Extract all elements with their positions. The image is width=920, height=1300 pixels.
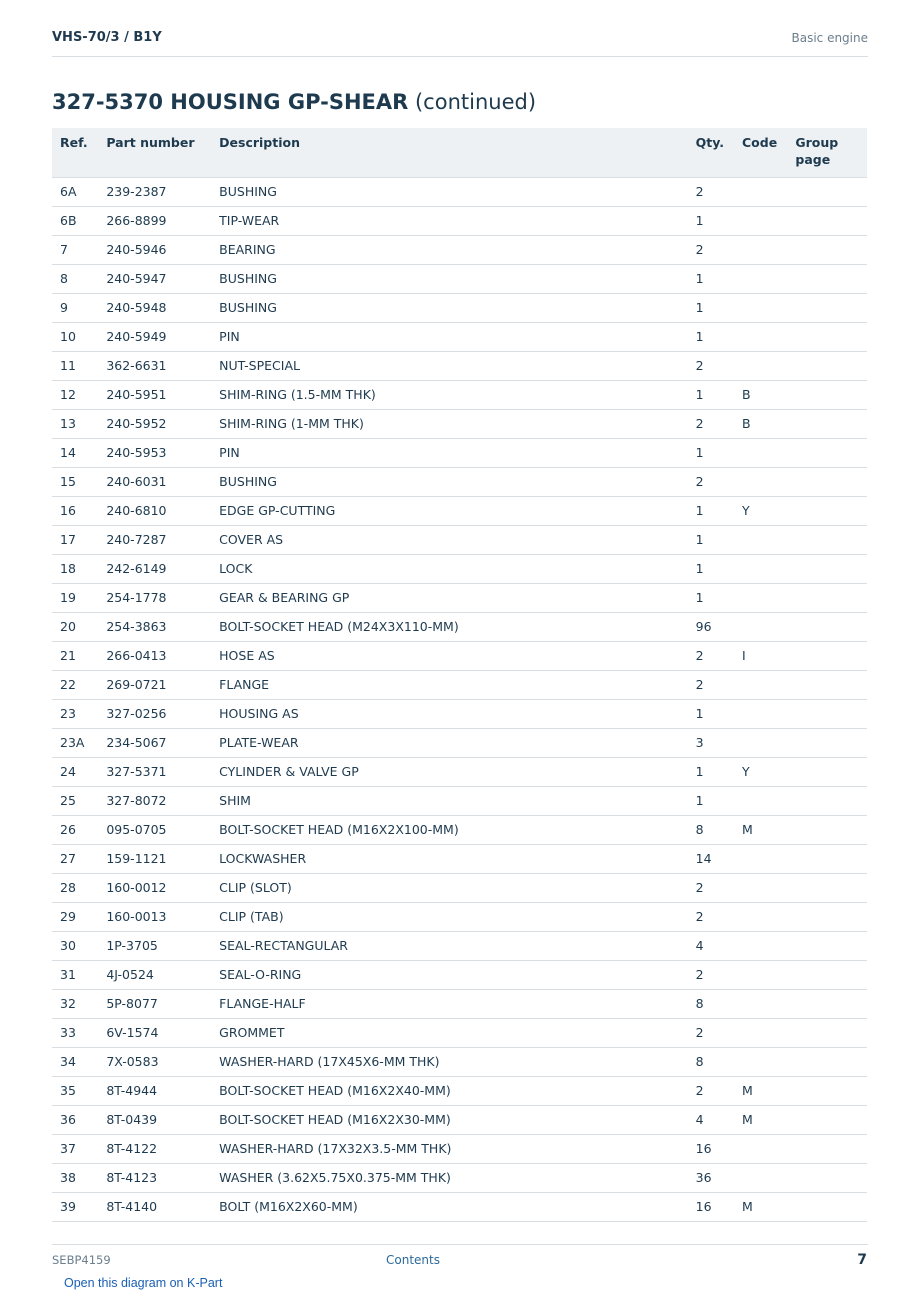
cell-code <box>734 989 787 1018</box>
cell-part-number: 266-8899 <box>98 206 211 235</box>
cell-ref: 9 <box>52 293 98 322</box>
cell-description: FLANGE <box>211 670 688 699</box>
cell-ref: 33 <box>52 1018 98 1047</box>
cell-part-number: 327-8072 <box>98 786 211 815</box>
table-row <box>52 844 867 873</box>
cell-description: PIN <box>211 322 688 351</box>
cell-qty: 2 <box>688 467 734 496</box>
table-row <box>52 1163 867 1192</box>
cell-description: CLIP (TAB) <box>211 902 688 931</box>
table-row <box>52 815 867 844</box>
cell-part-number: 242-6149 <box>98 554 211 583</box>
cell-group-page <box>787 235 867 264</box>
cell-description: WASHER-HARD (17X32X3.5-MM THK) <box>211 1134 688 1163</box>
cell-description: WASHER-HARD (17X45X6-MM THK) <box>211 1047 688 1076</box>
table-row <box>52 293 867 322</box>
cell-group-page <box>787 177 867 206</box>
cell-qty: 1 <box>688 757 734 786</box>
cell-group-page <box>787 1134 867 1163</box>
cell-ref: 6A <box>52 177 98 206</box>
cell-code <box>734 1163 787 1192</box>
cell-qty: 2 <box>688 960 734 989</box>
table-row <box>52 641 867 670</box>
cell-code <box>734 264 787 293</box>
cell-qty: 1 <box>688 206 734 235</box>
cell-part-number: 240-5953 <box>98 438 211 467</box>
cell-part-number: 160-0012 <box>98 873 211 902</box>
cell-group-page <box>787 641 867 670</box>
parts-table <box>52 128 867 1222</box>
cell-qty: 1 <box>688 525 734 554</box>
cell-ref: 27 <box>52 844 98 873</box>
col-header-ref: Ref. <box>52 128 98 177</box>
cell-description: BUSHING <box>211 293 688 322</box>
cell-code <box>734 554 787 583</box>
cell-part-number: 240-5947 <box>98 264 211 293</box>
footer-divider <box>52 1244 868 1245</box>
cell-description: SHIM-RING (1.5-MM THK) <box>211 380 688 409</box>
cell-part-number: 5P-8077 <box>98 989 211 1018</box>
cell-part-number: 1P-3705 <box>98 931 211 960</box>
cell-code <box>734 583 787 612</box>
table-row <box>52 612 867 641</box>
cell-group-page <box>787 438 867 467</box>
cell-code: Y <box>734 757 787 786</box>
cell-description: SHIM <box>211 786 688 815</box>
cell-group-page <box>787 873 867 902</box>
cell-group-page <box>787 612 867 641</box>
table-row <box>52 1134 867 1163</box>
cell-part-number: 327-5371 <box>98 757 211 786</box>
cell-qty: 96 <box>688 612 734 641</box>
col-header-qty: Qty. <box>688 128 734 177</box>
cell-description: SHIM-RING (1-MM THK) <box>211 409 688 438</box>
col-header-description: Description <box>211 128 688 177</box>
cell-group-page <box>787 322 867 351</box>
cell-ref: 22 <box>52 670 98 699</box>
table-row <box>52 583 867 612</box>
cell-group-page <box>787 206 867 235</box>
cell-group-page <box>787 844 867 873</box>
cell-qty: 2 <box>688 409 734 438</box>
cell-ref: 36 <box>52 1105 98 1134</box>
cell-code <box>734 206 787 235</box>
cell-ref: 25 <box>52 786 98 815</box>
cell-group-page <box>787 931 867 960</box>
cell-ref: 30 <box>52 931 98 960</box>
cell-code <box>734 351 787 380</box>
cell-ref: 39 <box>52 1192 98 1221</box>
cell-group-page <box>787 1076 867 1105</box>
cell-code <box>734 235 787 264</box>
title-main: 327-5370 HOUSING GP-SHEAR <box>52 90 409 114</box>
cell-group-page <box>787 525 867 554</box>
cell-description: HOUSING AS <box>211 699 688 728</box>
title-suffix: (continued) <box>414 90 537 114</box>
cell-code <box>734 786 787 815</box>
cell-qty: 8 <box>688 815 734 844</box>
cell-ref: 19 <box>52 583 98 612</box>
table-row <box>52 1076 867 1105</box>
cell-code <box>734 902 787 931</box>
cell-code <box>734 931 787 960</box>
cell-qty: 2 <box>688 177 734 206</box>
cell-group-page <box>787 815 867 844</box>
cell-ref: 35 <box>52 1076 98 1105</box>
cell-group-page <box>787 1163 867 1192</box>
cell-description: CYLINDER & VALVE GP <box>211 757 688 786</box>
cell-qty: 1 <box>688 264 734 293</box>
cell-qty: 3 <box>688 728 734 757</box>
cell-ref: 15 <box>52 467 98 496</box>
cell-group-page <box>787 786 867 815</box>
section-label: Basic engine <box>791 31 868 45</box>
cell-description: GROMMET <box>211 1018 688 1047</box>
cell-qty: 2 <box>688 641 734 670</box>
table-row <box>52 699 867 728</box>
table-row <box>52 902 867 931</box>
cell-code: B <box>734 409 787 438</box>
cell-group-page <box>787 496 867 525</box>
cell-code <box>734 1018 787 1047</box>
cell-qty: 1 <box>688 322 734 351</box>
cell-part-number: 269-0721 <box>98 670 211 699</box>
table-row <box>52 786 867 815</box>
cell-qty: 36 <box>688 1163 734 1192</box>
cell-description: BUSHING <box>211 177 688 206</box>
table-row <box>52 960 867 989</box>
page-title <box>52 90 536 114</box>
cell-description: NUT-SPECIAL <box>211 351 688 380</box>
table-row <box>52 554 867 583</box>
cell-code <box>734 699 787 728</box>
cell-code: Y <box>734 496 787 525</box>
cell-description: PLATE-WEAR <box>211 728 688 757</box>
cell-qty: 8 <box>688 989 734 1018</box>
cell-code <box>734 612 787 641</box>
cell-qty: 1 <box>688 554 734 583</box>
table-row <box>52 177 867 206</box>
cell-group-page <box>787 960 867 989</box>
table-row <box>52 322 867 351</box>
table-header-row <box>52 128 867 177</box>
col-header-group-page: Group page <box>787 128 867 177</box>
cell-description: BOLT-SOCKET HEAD (M16X2X40-MM) <box>211 1076 688 1105</box>
cell-group-page <box>787 380 867 409</box>
cell-description: PIN <box>211 438 688 467</box>
cell-group-page <box>787 699 867 728</box>
cell-description: SEAL-RECTANGULAR <box>211 931 688 960</box>
cell-description: LOCK <box>211 554 688 583</box>
cell-qty: 2 <box>688 1018 734 1047</box>
table-row <box>52 525 867 554</box>
cell-part-number: 4J-0524 <box>98 960 211 989</box>
cell-qty: 16 <box>688 1134 734 1163</box>
cell-code: M <box>734 1192 787 1221</box>
table-row <box>52 989 867 1018</box>
cell-qty: 2 <box>688 670 734 699</box>
table-row <box>52 931 867 960</box>
cell-ref: 12 <box>52 380 98 409</box>
open-diagram-link[interactable]: Open this diagram on K-Part <box>64 1276 223 1290</box>
cell-part-number: 240-5949 <box>98 322 211 351</box>
cell-code <box>734 525 787 554</box>
table-row <box>52 467 867 496</box>
cell-group-page <box>787 989 867 1018</box>
cell-description: GEAR & BEARING GP <box>211 583 688 612</box>
cell-qty: 2 <box>688 235 734 264</box>
cell-group-page <box>787 1192 867 1221</box>
cell-code <box>734 177 787 206</box>
document-id: SEBP4159 <box>52 1253 111 1267</box>
table-row <box>52 1105 867 1134</box>
table-row <box>52 380 867 409</box>
table-row <box>52 757 867 786</box>
cell-group-page <box>787 264 867 293</box>
cell-code <box>734 467 787 496</box>
cell-description: BOLT-SOCKET HEAD (M16X2X100-MM) <box>211 815 688 844</box>
cell-description: TIP-WEAR <box>211 206 688 235</box>
cell-part-number: 8T-4122 <box>98 1134 211 1163</box>
cell-ref: 26 <box>52 815 98 844</box>
cell-description: WASHER (3.62X5.75X0.375-MM THK) <box>211 1163 688 1192</box>
cell-qty: 14 <box>688 844 734 873</box>
cell-part-number: 8T-4140 <box>98 1192 211 1221</box>
cell-description: HOSE AS <box>211 641 688 670</box>
cell-qty: 2 <box>688 1076 734 1105</box>
cell-ref: 14 <box>52 438 98 467</box>
cell-description: SEAL-O-RING <box>211 960 688 989</box>
cell-code <box>734 322 787 351</box>
cell-ref: 13 <box>52 409 98 438</box>
cell-qty: 2 <box>688 902 734 931</box>
cell-part-number: 239-2387 <box>98 177 211 206</box>
cell-group-page <box>787 409 867 438</box>
cell-ref: 23 <box>52 699 98 728</box>
cell-ref: 11 <box>52 351 98 380</box>
cell-ref: 18 <box>52 554 98 583</box>
cell-ref: 20 <box>52 612 98 641</box>
cell-ref: 32 <box>52 989 98 1018</box>
cell-group-page <box>787 1047 867 1076</box>
table-row <box>52 235 867 264</box>
cell-description: COVER AS <box>211 525 688 554</box>
cell-code: I <box>734 641 787 670</box>
table-row <box>52 728 867 757</box>
cell-part-number: 254-3863 <box>98 612 211 641</box>
table-row <box>52 206 867 235</box>
cell-qty: 1 <box>688 496 734 525</box>
cell-qty: 1 <box>688 699 734 728</box>
cell-part-number: 362-6631 <box>98 351 211 380</box>
cell-group-page <box>787 554 867 583</box>
cell-ref: 23A <box>52 728 98 757</box>
cell-qty: 1 <box>688 293 734 322</box>
cell-code: B <box>734 380 787 409</box>
cell-ref: 17 <box>52 525 98 554</box>
cell-ref: 38 <box>52 1163 98 1192</box>
cell-group-page <box>787 583 867 612</box>
parts-table-body <box>52 177 867 1221</box>
page-number: 7 <box>857 1252 867 1268</box>
cell-part-number: 240-6810 <box>98 496 211 525</box>
cell-part-number: 095-0705 <box>98 815 211 844</box>
cell-group-page <box>787 467 867 496</box>
table-row <box>52 409 867 438</box>
cell-code <box>734 670 787 699</box>
cell-code <box>734 844 787 873</box>
cell-ref: 29 <box>52 902 98 931</box>
cell-group-page <box>787 351 867 380</box>
cell-group-page <box>787 757 867 786</box>
cell-part-number: 6V-1574 <box>98 1018 211 1047</box>
cell-qty: 1 <box>688 380 734 409</box>
table-row <box>52 496 867 525</box>
cell-code <box>734 960 787 989</box>
table-row <box>52 438 867 467</box>
cell-part-number: 8T-0439 <box>98 1105 211 1134</box>
cell-description: BOLT (M16X2X60-MM) <box>211 1192 688 1221</box>
cell-group-page <box>787 293 867 322</box>
cell-group-page <box>787 902 867 931</box>
cell-ref: 6B <box>52 206 98 235</box>
cell-code: M <box>734 815 787 844</box>
cell-part-number: 160-0013 <box>98 902 211 931</box>
cell-code: M <box>734 1105 787 1134</box>
cell-ref: 34 <box>52 1047 98 1076</box>
cell-group-page <box>787 1105 867 1134</box>
cell-qty: 4 <box>688 931 734 960</box>
cell-qty: 1 <box>688 786 734 815</box>
cell-part-number: 240-7287 <box>98 525 211 554</box>
cell-description: BOLT-SOCKET HEAD (M24X3X110-MM) <box>211 612 688 641</box>
cell-part-number: 8T-4123 <box>98 1163 211 1192</box>
cell-ref: 16 <box>52 496 98 525</box>
cell-ref: 31 <box>52 960 98 989</box>
page-header <box>52 28 868 57</box>
cell-part-number: 7X-0583 <box>98 1047 211 1076</box>
cell-code <box>734 728 787 757</box>
cell-part-number: 240-5948 <box>98 293 211 322</box>
cell-ref: 10 <box>52 322 98 351</box>
table-row <box>52 351 867 380</box>
cell-group-page <box>787 1018 867 1047</box>
cell-part-number: 240-5951 <box>98 380 211 409</box>
cell-ref: 8 <box>52 264 98 293</box>
cell-qty: 1 <box>688 583 734 612</box>
cell-ref: 21 <box>52 641 98 670</box>
cell-qty: 1 <box>688 438 734 467</box>
cell-part-number: 240-5946 <box>98 235 211 264</box>
cell-qty: 8 <box>688 1047 734 1076</box>
contents-link[interactable]: Contents <box>386 1253 440 1267</box>
model-label: VHS-70/3 / B1Y <box>52 30 162 45</box>
cell-part-number: 159-1121 <box>98 844 211 873</box>
cell-description: BUSHING <box>211 264 688 293</box>
cell-code <box>734 293 787 322</box>
cell-code <box>734 1047 787 1076</box>
cell-ref: 24 <box>52 757 98 786</box>
cell-code <box>734 873 787 902</box>
cell-group-page <box>787 728 867 757</box>
table-row <box>52 1192 867 1221</box>
cell-part-number: 240-5952 <box>98 409 211 438</box>
table-row <box>52 1018 867 1047</box>
cell-part-number: 254-1778 <box>98 583 211 612</box>
cell-description: FLANGE-HALF <box>211 989 688 1018</box>
cell-description: EDGE GP-CUTTING <box>211 496 688 525</box>
cell-ref: 37 <box>52 1134 98 1163</box>
cell-part-number: 266-0413 <box>98 641 211 670</box>
cell-part-number: 240-6031 <box>98 467 211 496</box>
cell-qty: 2 <box>688 351 734 380</box>
cell-description: BOLT-SOCKET HEAD (M16X2X30-MM) <box>211 1105 688 1134</box>
cell-group-page <box>787 670 867 699</box>
cell-description: BEARING <box>211 235 688 264</box>
col-header-part-number: Part number <box>98 128 211 177</box>
cell-part-number: 234-5067 <box>98 728 211 757</box>
cell-part-number: 8T-4944 <box>98 1076 211 1105</box>
cell-ref: 7 <box>52 235 98 264</box>
cell-code <box>734 438 787 467</box>
cell-description: LOCKWASHER <box>211 844 688 873</box>
cell-qty: 2 <box>688 873 734 902</box>
table-row <box>52 1047 867 1076</box>
table-row <box>52 670 867 699</box>
table-row <box>52 873 867 902</box>
cell-description: BUSHING <box>211 467 688 496</box>
cell-qty: 16 <box>688 1192 734 1221</box>
col-header-code: Code <box>734 128 787 177</box>
cell-qty: 4 <box>688 1105 734 1134</box>
cell-ref: 28 <box>52 873 98 902</box>
cell-part-number: 327-0256 <box>98 699 211 728</box>
cell-code <box>734 1134 787 1163</box>
cell-description: CLIP (SLOT) <box>211 873 688 902</box>
table-row <box>52 264 867 293</box>
cell-code: M <box>734 1076 787 1105</box>
